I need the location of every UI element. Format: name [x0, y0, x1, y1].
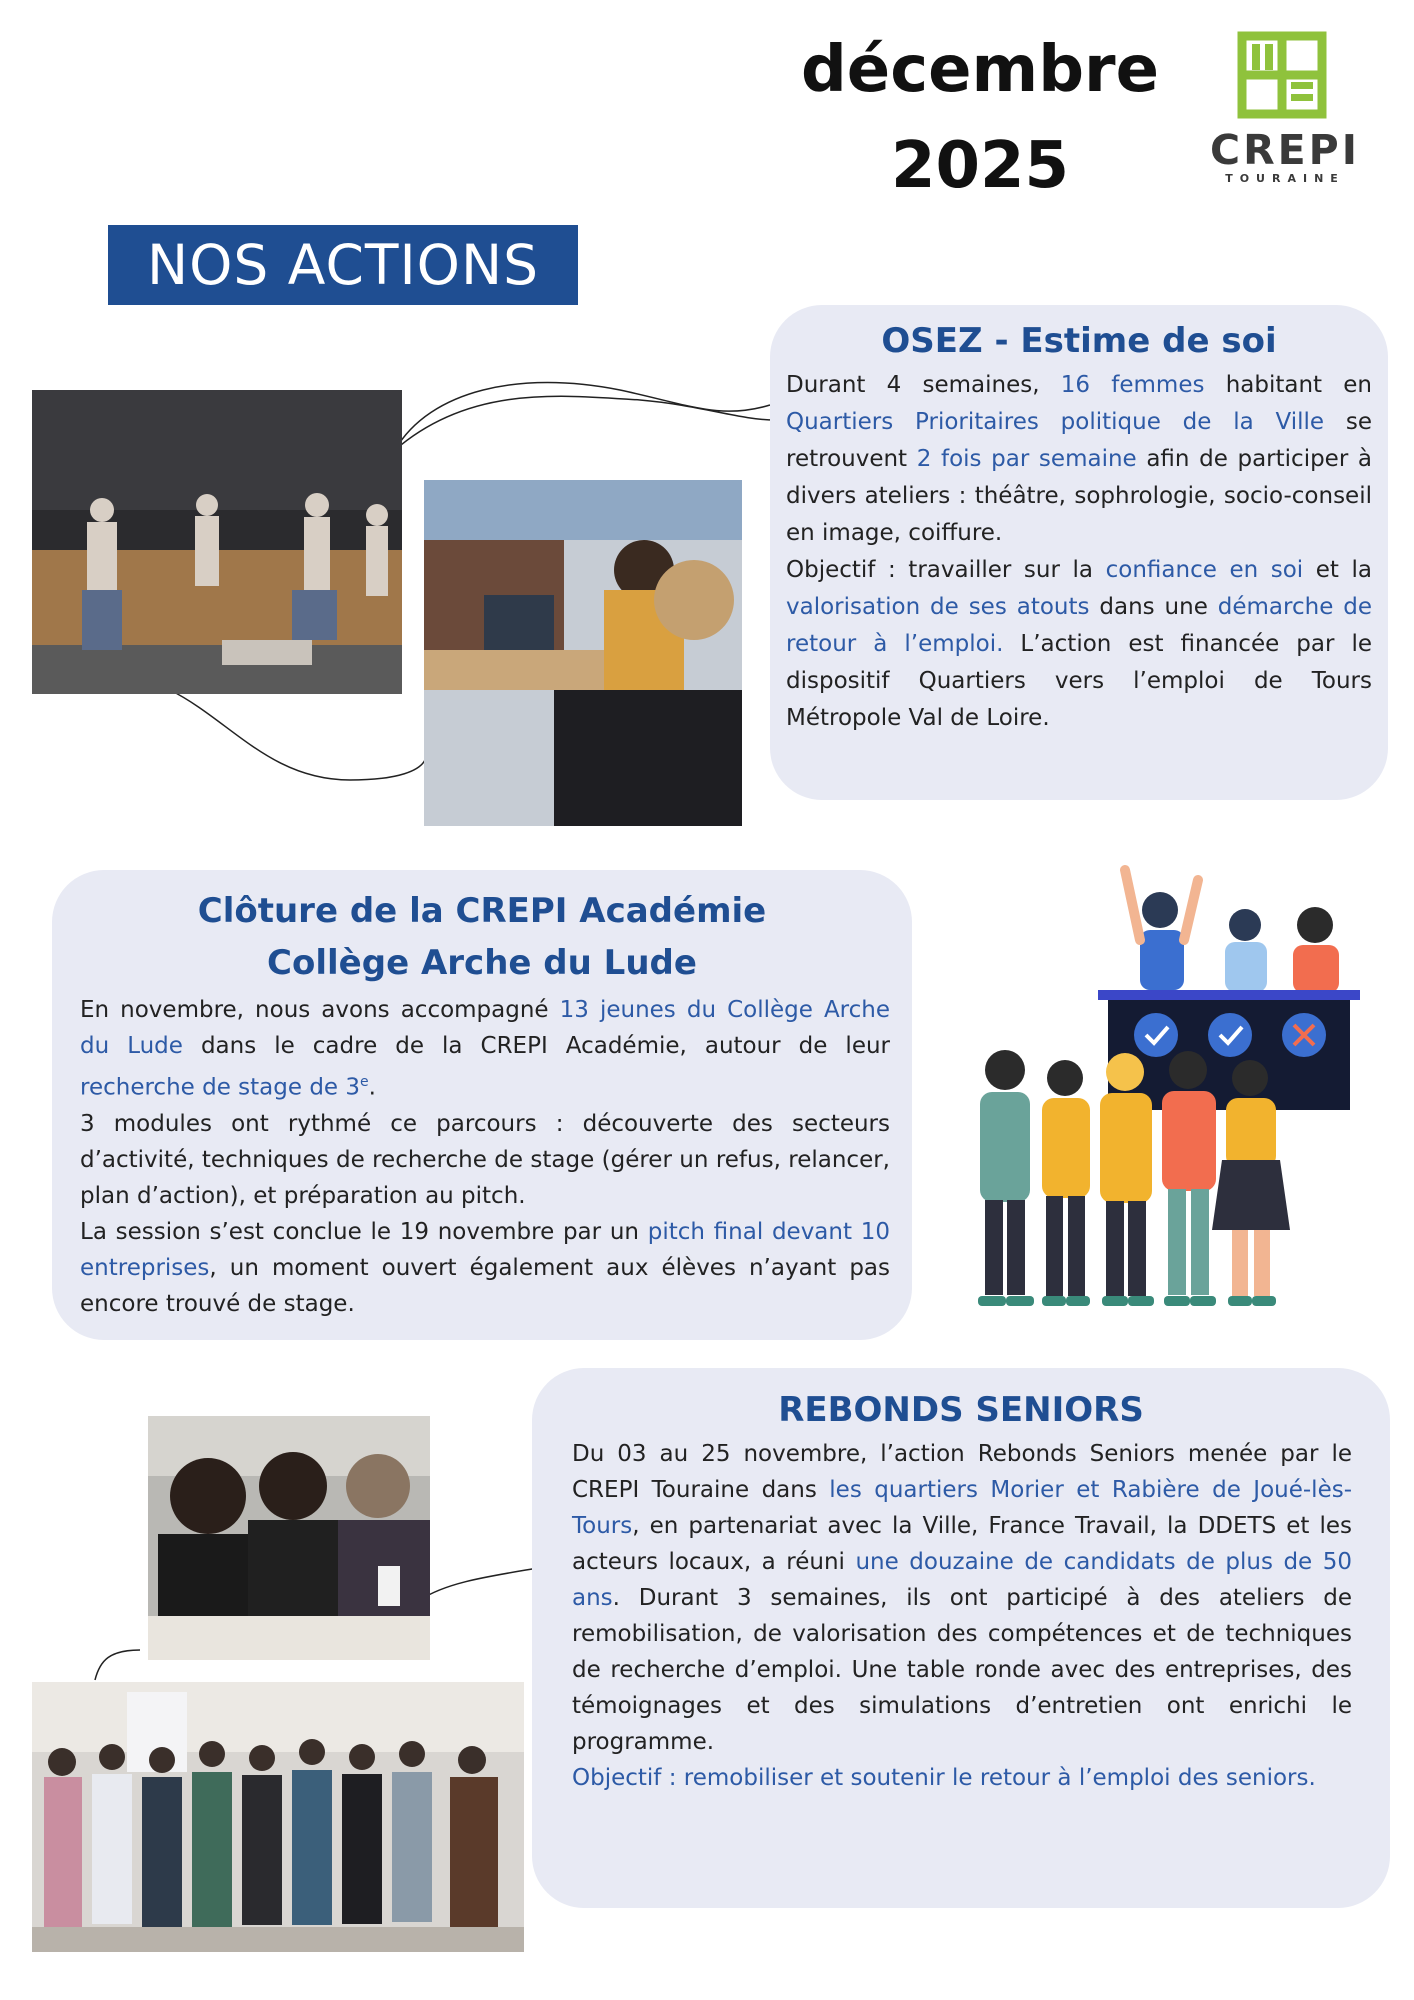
- osez-paragraph-1: Durant 4 semaines, 16 femmes habitant en Quartiers Prioritaires politique de la Ville se retrouvent 2 fois par semaine afin de participer à divers ateliers : théâtre, sophrologie, socio-conseil en image, coiffure.: [786, 372, 1373, 546]
- osez-body: [786, 367, 1372, 737]
- academie-paragraph-2: 3 modules ont rythmé ce parcours : découverte des secteurs d’activité, techniques de recherche de stage (gérer un refus, relancer, plan d’action), et préparation au pitch.: [80, 1110, 890, 1209]
- section-banner: NOS ACTIONS: [108, 225, 578, 305]
- theatre-workshop-photo: [32, 390, 402, 694]
- academie-title-line-2: Collège Arche du Lude: [267, 943, 697, 983]
- logo-text: CREPI: [1210, 126, 1360, 174]
- academie-body: [80, 992, 890, 1322]
- academie-card: [52, 870, 912, 1340]
- rebonds-title: REBONDS SENIORS: [778, 1390, 1144, 1430]
- month-label: décembre: [800, 33, 1160, 107]
- academie-title-line-1: Clôture de la CREPI Académie: [197, 891, 767, 931]
- rebonds-paragraph-1: Du 03 au 25 novembre, l’action Rebonds Seniors menée par le CREPI Touraine dans les quartiers Morier et Rabière de Joué-lès-Tours, en partenariat avec la Ville, France Travail, la DDETS et les acteurs locaux, a réuni une douzaine de candidats de plus de 50 ans. Durant 3 semaines, ils ont participé à des ateliers de remobilisation, de valorisation des compétences et de techniques de recherche d’emploi. Une table ronde avec des entreprises, des témoignages et des simulations d’entretien ont enrichi le programme.: [572, 1441, 1353, 1755]
- image-consulting-photo: [424, 480, 742, 826]
- students-illustration: [960, 860, 1380, 1320]
- osez-title: OSEZ - Estime de soi: [881, 321, 1277, 361]
- academie-paragraph-3: La session s’est conclue le 19 novembre par un pitch final devant 10 entreprises, un moment ouvert également aux élèves n’ayant pas encore trouvé de stage.: [80, 1218, 890, 1317]
- rebonds-paragraph-2: Objectif : remobiliser et soutenir le retour à l’emploi des seniors.: [572, 1765, 1316, 1791]
- rebonds-card: [532, 1368, 1390, 1908]
- seniors-workshop-photo: [148, 1416, 430, 1660]
- logo-subtext: TOURAINE: [1225, 172, 1345, 185]
- osez-card: [770, 305, 1388, 800]
- rebonds-body: [572, 1436, 1352, 1796]
- academie-title: [52, 885, 912, 989]
- seniors-group-photo: [32, 1682, 524, 1952]
- osez-paragraph-2: Objectif : travailler sur la confiance en soi et la valorisation de ses atouts dans une démarche de retour à l’emploi. L’action est financée par le dispositif Quartiers vers l’emploi de Tours Métropole Val de Loire.: [786, 557, 1373, 731]
- year-label: 2025: [890, 129, 1070, 203]
- academie-paragraph-1: En novembre, nous avons accompagné 13 jeunes du Collège Arche du Lude dans le cadre de la CREPI Académie, autour de leur recherche de stage de 3e.: [80, 997, 890, 1101]
